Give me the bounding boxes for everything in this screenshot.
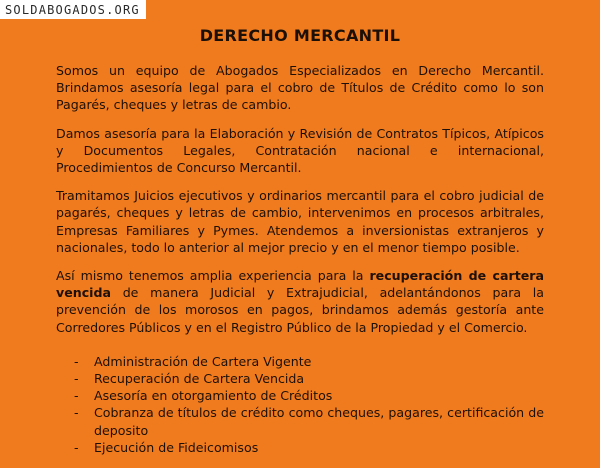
list-item [56,370,544,387]
paragraph-recovery-start: Así mismo tenemos amplia experiencia para la [56,268,370,284]
list-bullet: - [74,388,79,404]
main-content [56,62,544,456]
list-item-text: Ejecución de Fideicomisos [94,439,259,455]
list-bullet: - [74,439,79,455]
list-item [56,353,544,370]
list-item [56,404,544,438]
paragraph-recovery [56,267,544,336]
paragraph-intro: Somos un equipo de Abogados Especializados en Derecho Mercantil. Brindamos asesoría legal para el cobro de Títulos de Crédito como lo son Pagarés, cheques y letras de cambio. [56,63,544,113]
list-item-text: Administración de Cartera Vigente [94,353,312,369]
paragraph-litigation: Tramitamos Juicios ejecutivos y ordinarios mercantil para el cobro judicial de pagarés, cheques y letras de cambio, intervenimos en procesos arbitrales, Empresas Familiares y Pymes. Atendemos a inversionistas extranjeros y nacionales, todo lo anterior al mejor precio y en el menor tiempo posible. [56,188,544,255]
list-item [56,439,544,456]
list-bullet: - [74,371,79,387]
list-bullet: - [74,405,79,421]
paragraph-recovery-end: de manera Judicial y Extrajudicial, adelantándonos para la prevención de los morosos en pagos, brindamos además gestoría ante Corredores Públicos y en el Registro Público de la Propiedad y el Comercio. [56,285,544,335]
services-list [56,353,544,456]
list-item-text: Asesoría en otorgamiento de Créditos [94,388,333,404]
paragraph-contracts: Damos asesoría para la Elaboración y Revisión de Contratos Típicos, Atípicos y Documentos Legales, Contratación nacional e internacional, Procedimientos de Concurso Mercantil. [56,125,544,176]
list-item-text: Recuperación de Cartera Vencida [94,371,305,387]
site-watermark: SOLDABOGADOS.ORG [0,0,146,19]
list-item-text: Cobranza de títulos de crédito como cheques, pagares, certificación de deposito [94,405,544,438]
paragraph-recovery-highlight: recuperación de cartera vencida [56,268,544,301]
page-title: DERECHO MERCANTIL [199,26,401,45]
list-bullet: - [74,353,79,369]
list-item [56,387,544,404]
